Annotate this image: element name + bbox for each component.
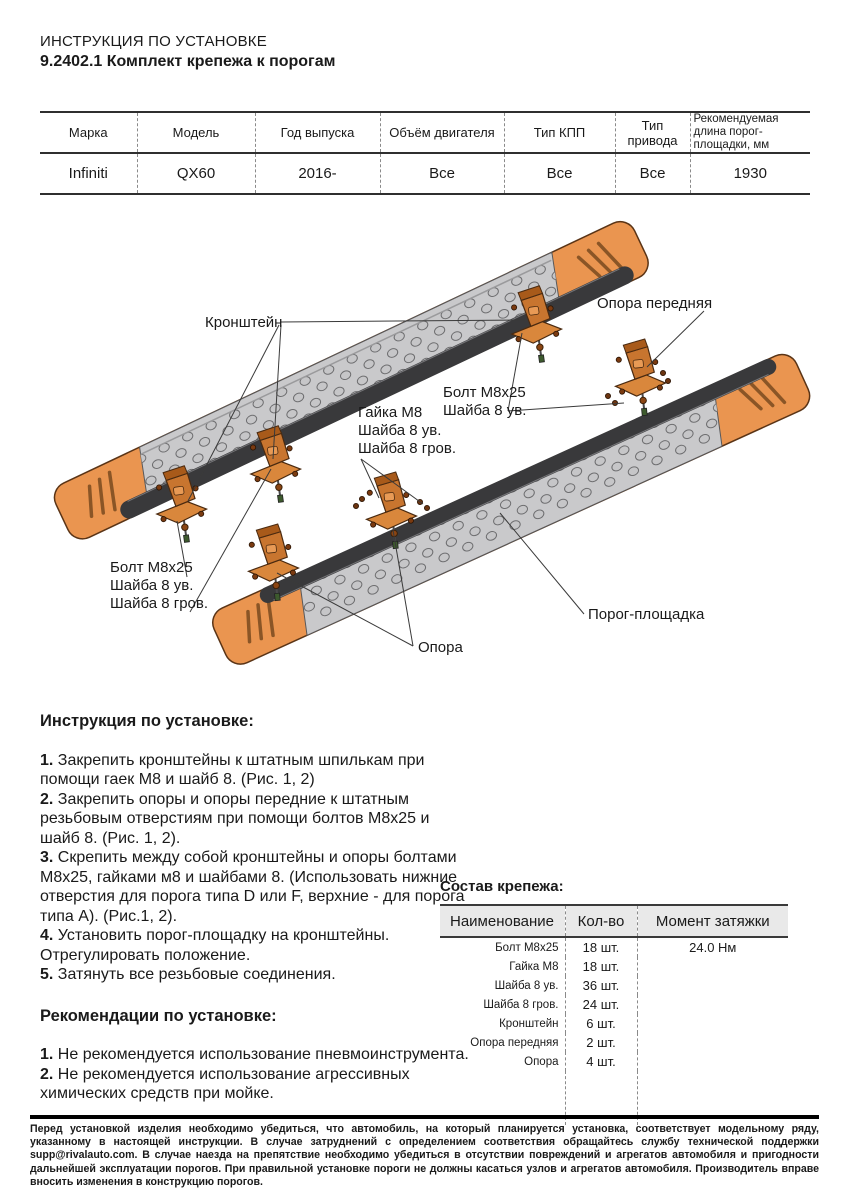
footer-disclaimer: Перед установкой изделия необходимо убедиться, что автомобиль, на который планируется установка, соответствует модельному ряду, указанному в настоящей инструкции. В случае затруднений с определением соответствия обращайтесь службу технической поддержки supp@rivalauto.com. В случае наезда на препятствие необходимо убедиться в отсутствии повреждений и агрегатов автомобиля и пригодности дальнейшей эксплуатации порогов. При правильной установке пороги не должны касаться узлов и агрегатов автомобиля. Производитель вправе вносить изменения в конструкцию порогов. — [30, 1115, 819, 1189]
cell-model: QX60 — [137, 153, 255, 194]
col-header-length: Рекомендуемая длина порог-площадки, мм — [690, 112, 810, 153]
cell-year: 2016- — [255, 153, 380, 194]
parts-row: Кронштейн 6 шт. — [440, 1014, 788, 1033]
label-kronshteyn: Кронштейн — [205, 314, 283, 331]
fastener-kit-section — [440, 878, 790, 1125]
parts-table-title: Состав крепежа: — [440, 878, 564, 895]
parts-row: Болт М8х25 18 шт. 24.0 Нм — [440, 937, 788, 957]
col-header-engine: Объём двигателя — [380, 112, 504, 153]
document-title: ИНСТРУКЦИЯ ПО УСТАНОВКЕ — [40, 33, 267, 50]
cell-engine: Все — [380, 153, 504, 194]
recommendation-item: 2. Не рекомендуется использование агрессивных химических средств при мойке. — [40, 1065, 410, 1102]
label-bolt-top-1: Болт М8х25 — [443, 384, 526, 401]
label-bolt-left-2: Шайба 8 ув. — [110, 577, 194, 594]
cell-length: 1930 — [690, 153, 810, 194]
instruction-step: 5. Затянуть все резьбовые соединения. — [40, 966, 336, 983]
col-header-brand: Марка — [40, 112, 137, 153]
cell-drive: Все — [615, 153, 690, 194]
col-header-year: Год выпуска — [255, 112, 380, 153]
parts-row: Шайба 8 гров. 24 шт. — [440, 995, 788, 1014]
parts-row: Опора передняя 2 шт. — [440, 1033, 788, 1052]
label-opora-perednyaya: Опора передняя — [597, 295, 713, 312]
label-gayka-3: Шайба 8 гров. — [358, 440, 457, 457]
label-opora: Опора — [418, 639, 463, 656]
document-subtitle: 9.2402.1 Комплект крепежа к порогам — [40, 53, 336, 70]
document-header — [40, 33, 335, 71]
vehicle-table-data-row — [40, 153, 810, 194]
instruction-step: 1. Закрепить кронштейны к штатным шпилькам при помощи гаек М8 и шайб 8. (Рис. 1, 2) — [40, 751, 425, 788]
instruction-step: 3. Скрепить между собой кронштейны и опоры болтами М8х25, гайками м8 и шайбами 8. (Использовать нижние отверстия для порога типа D или F, верхние - для порога типа А). (Рис.1, 2). — [40, 849, 465, 925]
vehicle-table — [40, 111, 810, 195]
parts-col-torque: Момент затяжки — [637, 905, 788, 937]
instructions-heading: Инструкция по установке: — [40, 712, 254, 730]
recommendation-item: 1. Не рекомендуется использование пневмоинструмента. — [40, 1046, 469, 1063]
cell-brand: Infiniti — [40, 153, 137, 194]
label-porog-ploshchadka: Порог-площадка — [588, 606, 705, 623]
label-gayka-2: Шайба 8 ув. — [358, 422, 442, 439]
instruction-step: 4. Установить порог-площадку на кронштейны. Отрегулировать положение. — [40, 927, 390, 964]
col-header-drive: Тип привода — [615, 112, 690, 153]
cell-gearbox: Все — [504, 153, 615, 194]
parts-row: Шайба 8 ув. 36 шт. — [440, 976, 788, 995]
col-header-gearbox: Тип КПП — [504, 112, 615, 153]
parts-table-header-row — [440, 905, 788, 937]
installation-instructions — [40, 712, 470, 1104]
bracket-opora-perednyaya — [611, 337, 669, 418]
parts-row: Гайка М8 18 шт. — [440, 957, 788, 976]
recommendations-heading: Рекомендации по установке: — [40, 1006, 277, 1025]
label-bolt-left-1: Болт М8х25 — [110, 559, 193, 576]
parts-col-name: Наименование — [440, 905, 565, 937]
label-gayka-1: Гайка М8 — [358, 404, 423, 421]
vehicle-table-header-row — [40, 112, 810, 153]
label-bolt-left-3: Шайба 8 гров. — [110, 595, 209, 612]
assembly-diagram — [0, 215, 849, 677]
label-bolt-top-2: Шайба 8 ув. — [443, 402, 527, 419]
parts-row: Опора 4 шт. — [440, 1052, 788, 1071]
col-header-model: Модель — [137, 112, 255, 153]
parts-col-qty: Кол-во — [565, 905, 637, 937]
parts-table — [440, 904, 788, 1125]
instruction-step: 2. Закрепить опоры и опоры передние к штатным резьбовым отверстиям при помощи болтов М8х25 и шайб 8. (Рис. 1, 2). — [40, 790, 430, 847]
